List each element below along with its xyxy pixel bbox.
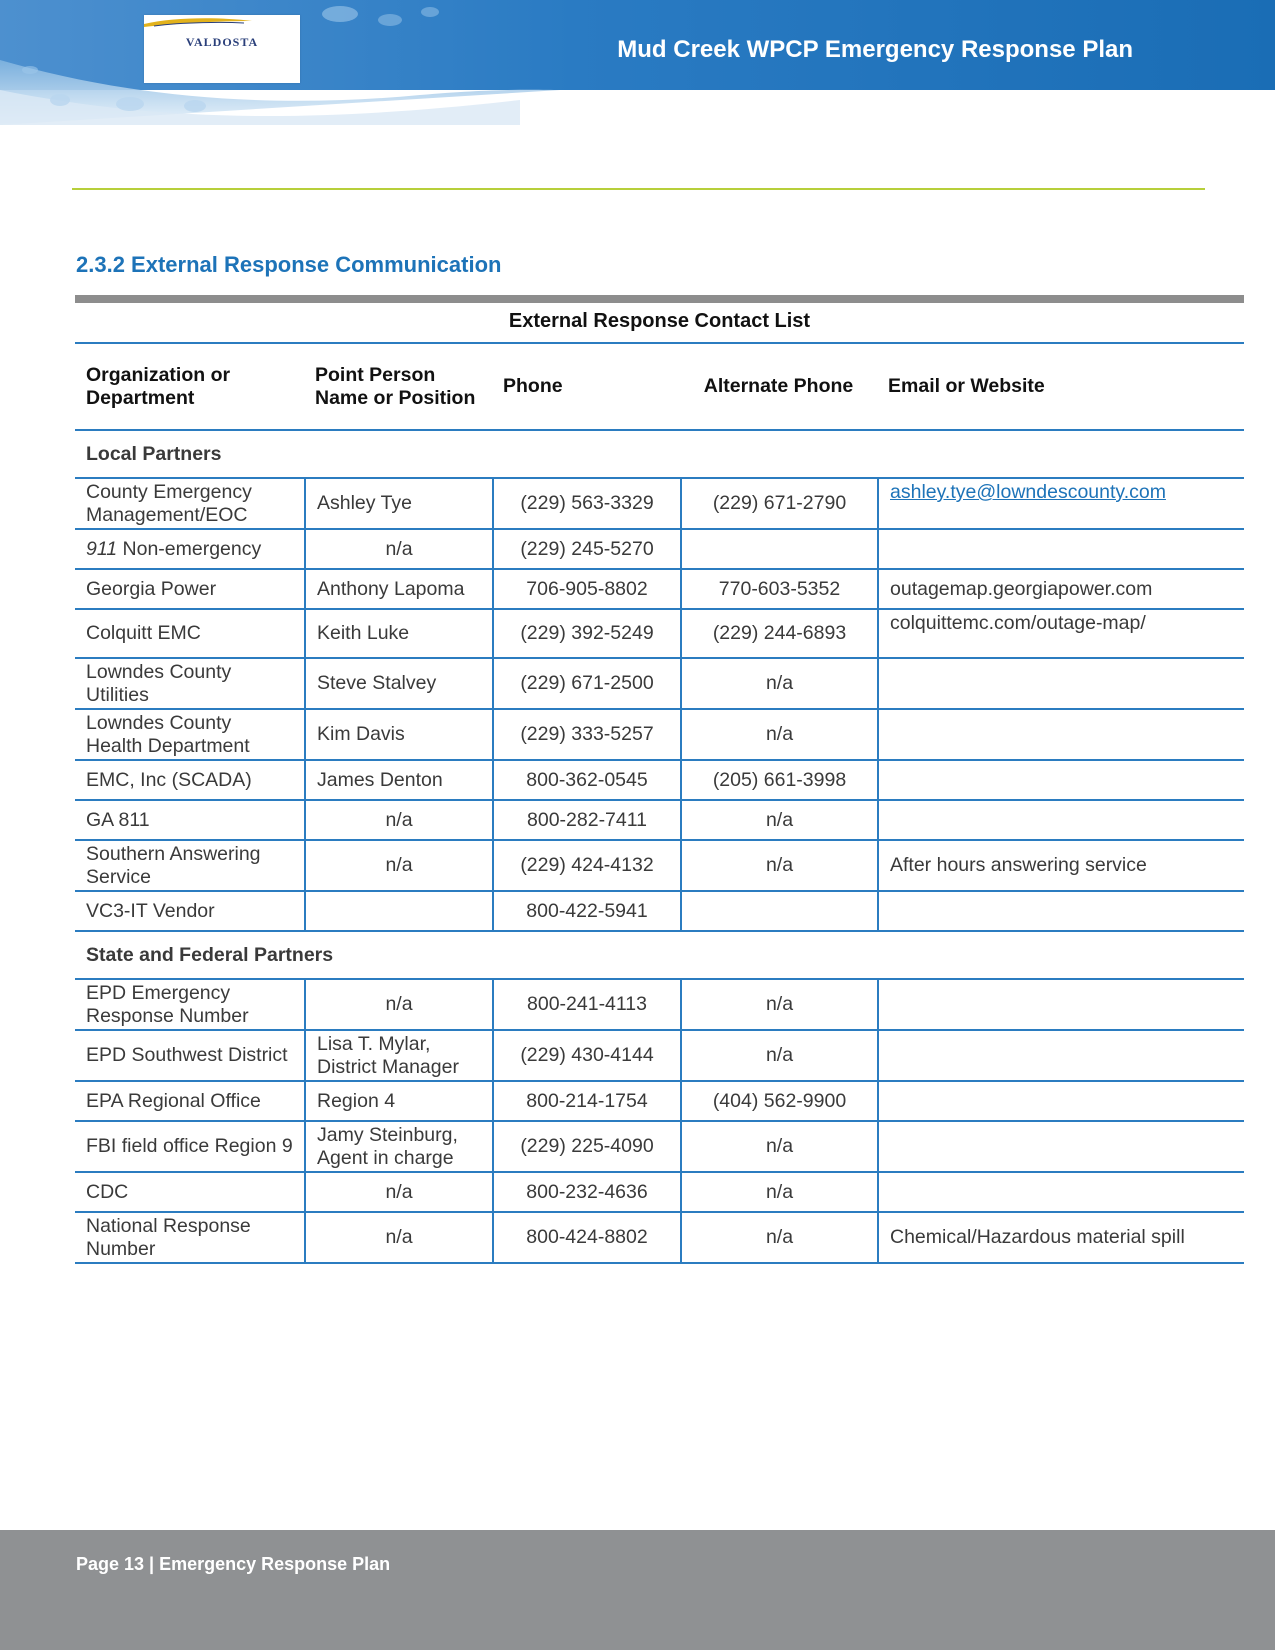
cell-email-website: outagemap.georgiapower.com	[877, 570, 1244, 608]
page-footer	[0, 1530, 1275, 1650]
cell-phone: 800-422-5941	[492, 892, 680, 930]
logo-text: VALDOSTA	[185, 35, 259, 49]
cell-email-website	[877, 801, 1244, 839]
cell-phone: 800-362-0545	[492, 761, 680, 799]
table-row	[75, 1031, 1244, 1082]
table-row	[75, 610, 1244, 659]
table-row	[75, 570, 1244, 610]
cell-point-person: n/a	[304, 1173, 492, 1211]
cell-alternate-phone: n/a	[680, 1173, 877, 1211]
cell-email-website	[877, 1173, 1244, 1211]
column-header-point-person: Point Person Name or Position	[315, 363, 476, 409]
cell-phone: (229) 424-4132	[492, 841, 680, 890]
cell-organization: CDC	[86, 1180, 129, 1203]
cell-email-website	[877, 980, 1244, 1029]
cell-phone: 800-424-8802	[492, 1213, 680, 1262]
footer-page-label: Page 13 | Emergency Response Plan	[76, 1554, 391, 1574]
cell-organization: VC3-IT Vendor	[86, 899, 215, 922]
cell-phone: (229) 225-4090	[492, 1122, 680, 1171]
section-heading: 2.3.2 External Response Communication	[76, 252, 502, 277]
org-prefix: 911	[86, 537, 118, 560]
cell-point-person: n/a	[304, 530, 492, 568]
cell-phone: 800-241-4113	[492, 980, 680, 1029]
cell-point-person: Keith Luke	[304, 610, 492, 657]
cell-point-person: Region 4	[304, 1082, 492, 1120]
table-row	[75, 710, 1244, 761]
table-title: External Response Contact List	[75, 303, 1244, 344]
header-banner	[0, 0, 1275, 125]
valdosta-logo	[144, 15, 300, 83]
cell-point-person: n/a	[304, 1213, 492, 1262]
cell-point-person: n/a	[304, 801, 492, 839]
cell-organization	[75, 530, 304, 568]
cell-alternate-phone	[680, 892, 877, 930]
cell-phone: 800-232-4636	[492, 1173, 680, 1211]
table-row	[75, 1173, 1244, 1213]
column-header-alternate-phone: Alternate Phone	[703, 375, 854, 397]
cell-organization: Southern Answering Service	[86, 842, 261, 888]
cell-phone: (229) 563-3329	[492, 479, 680, 528]
cell-alternate-phone: (205) 661-3998	[680, 761, 877, 799]
cell-point-person	[304, 892, 492, 930]
cell-email-website: colquittemc.com/outage-map/	[877, 610, 1244, 657]
cell-email-website	[877, 479, 1244, 528]
cell-organization: EPD Emergency Response Number	[86, 981, 249, 1027]
cell-alternate-phone: n/a	[680, 1031, 877, 1080]
cell-alternate-phone: n/a	[680, 801, 877, 839]
table-row	[75, 530, 1244, 570]
cell-alternate-phone: n/a	[680, 980, 877, 1029]
cell-alternate-phone: (229) 671-2790	[680, 479, 877, 528]
cell-alternate-phone	[680, 530, 877, 568]
table-row	[75, 841, 1244, 892]
cell-organization: EPD Southwest District	[86, 1044, 288, 1066]
cell-phone: (229) 392-5249	[492, 610, 680, 657]
column-header-email-website: Email or Website	[888, 375, 1045, 397]
cell-organization: EMC, Inc (SCADA)	[86, 768, 252, 791]
cell-phone: 706-905-8802	[492, 570, 680, 608]
cell-email-website: After hours answering service	[877, 841, 1244, 890]
cell-alternate-phone: n/a	[680, 1213, 877, 1262]
group-label-local-partners: Local Partners	[75, 431, 1244, 479]
cell-point-person: Ashley Tye	[304, 479, 492, 528]
cell-email-website	[877, 892, 1244, 930]
cell-phone: (229) 430-4144	[492, 1031, 680, 1080]
group-label-state-federal-partners: State and Federal Partners	[75, 932, 1244, 980]
table-row	[75, 980, 1244, 1031]
table-row	[75, 892, 1244, 932]
cell-email-website	[877, 761, 1244, 799]
cell-email-website	[877, 1031, 1244, 1080]
cell-point-person: Steve Stalvey	[304, 659, 492, 708]
cell-point-person: Jamy Steinburg, Agent in charge	[304, 1122, 492, 1171]
cell-alternate-phone: n/a	[680, 1122, 877, 1171]
cell-organization: National Response Number	[86, 1214, 251, 1260]
table-row	[75, 1122, 1244, 1173]
cell-organization: EPA Regional Office	[86, 1089, 261, 1112]
cell-alternate-phone: (229) 244-6893	[680, 610, 877, 657]
table-row	[75, 659, 1244, 710]
cell-organization: FBI field office Region 9	[86, 1135, 293, 1157]
cell-organization: Lowndes County Utilities	[86, 660, 232, 706]
cell-point-person: Anthony Lapoma	[304, 570, 492, 608]
cell-alternate-phone: n/a	[680, 710, 877, 759]
cell-organization: GA 811	[86, 808, 150, 831]
cell-organization: County Emergency Management/EOC	[86, 480, 252, 526]
email-link[interactable]: ashley.tye@lowndescounty.com	[890, 481, 1166, 503]
cell-email-website: Chemical/Hazardous material spill	[877, 1213, 1244, 1262]
table-row	[75, 479, 1244, 530]
cell-email-website	[877, 1082, 1244, 1120]
column-header-organization: Organization or Department	[86, 363, 231, 409]
cell-alternate-phone: n/a	[680, 841, 877, 890]
cell-point-person: n/a	[304, 980, 492, 1029]
cell-point-person: n/a	[304, 841, 492, 890]
cell-email-website	[877, 710, 1244, 759]
cell-phone: 800-214-1754	[492, 1082, 680, 1120]
cell-point-person: Lisa T. Mylar, District Manager	[304, 1031, 492, 1080]
cell-organization: Georgia Power	[86, 577, 217, 600]
logo-swoosh-icon	[144, 15, 252, 29]
cell-email-website	[877, 1122, 1244, 1171]
cell-alternate-phone: (404) 562-9900	[680, 1082, 877, 1120]
cell-phone: (229) 671-2500	[492, 659, 680, 708]
table-row	[75, 1213, 1244, 1264]
cell-phone: (229) 333-5257	[492, 710, 680, 759]
cell-alternate-phone: n/a	[680, 659, 877, 708]
cell-organization: Lowndes County Health Department	[86, 711, 250, 757]
table-row	[75, 761, 1244, 801]
document-title: Mud Creek WPCP Emergency Response Plan	[617, 36, 1133, 63]
cell-email-website	[877, 530, 1244, 568]
cell-alternate-phone: 770-603-5352	[680, 570, 877, 608]
external-contact-table	[75, 295, 1244, 1264]
cell-point-person: Kim Davis	[304, 710, 492, 759]
header-divider	[72, 188, 1205, 190]
cell-phone: (229) 245-5270	[492, 530, 680, 568]
org-name: Non-emergency	[122, 537, 262, 560]
table-row	[75, 1082, 1244, 1122]
cell-email-website	[877, 659, 1244, 708]
table-header-row	[75, 344, 1244, 431]
cell-phone: 800-282-7411	[492, 801, 680, 839]
table-top-bar	[75, 295, 1244, 303]
cell-point-person: James Denton	[304, 761, 492, 799]
table-row	[75, 801, 1244, 841]
column-header-phone: Phone	[503, 375, 563, 397]
cell-organization: Colquitt EMC	[86, 622, 201, 644]
